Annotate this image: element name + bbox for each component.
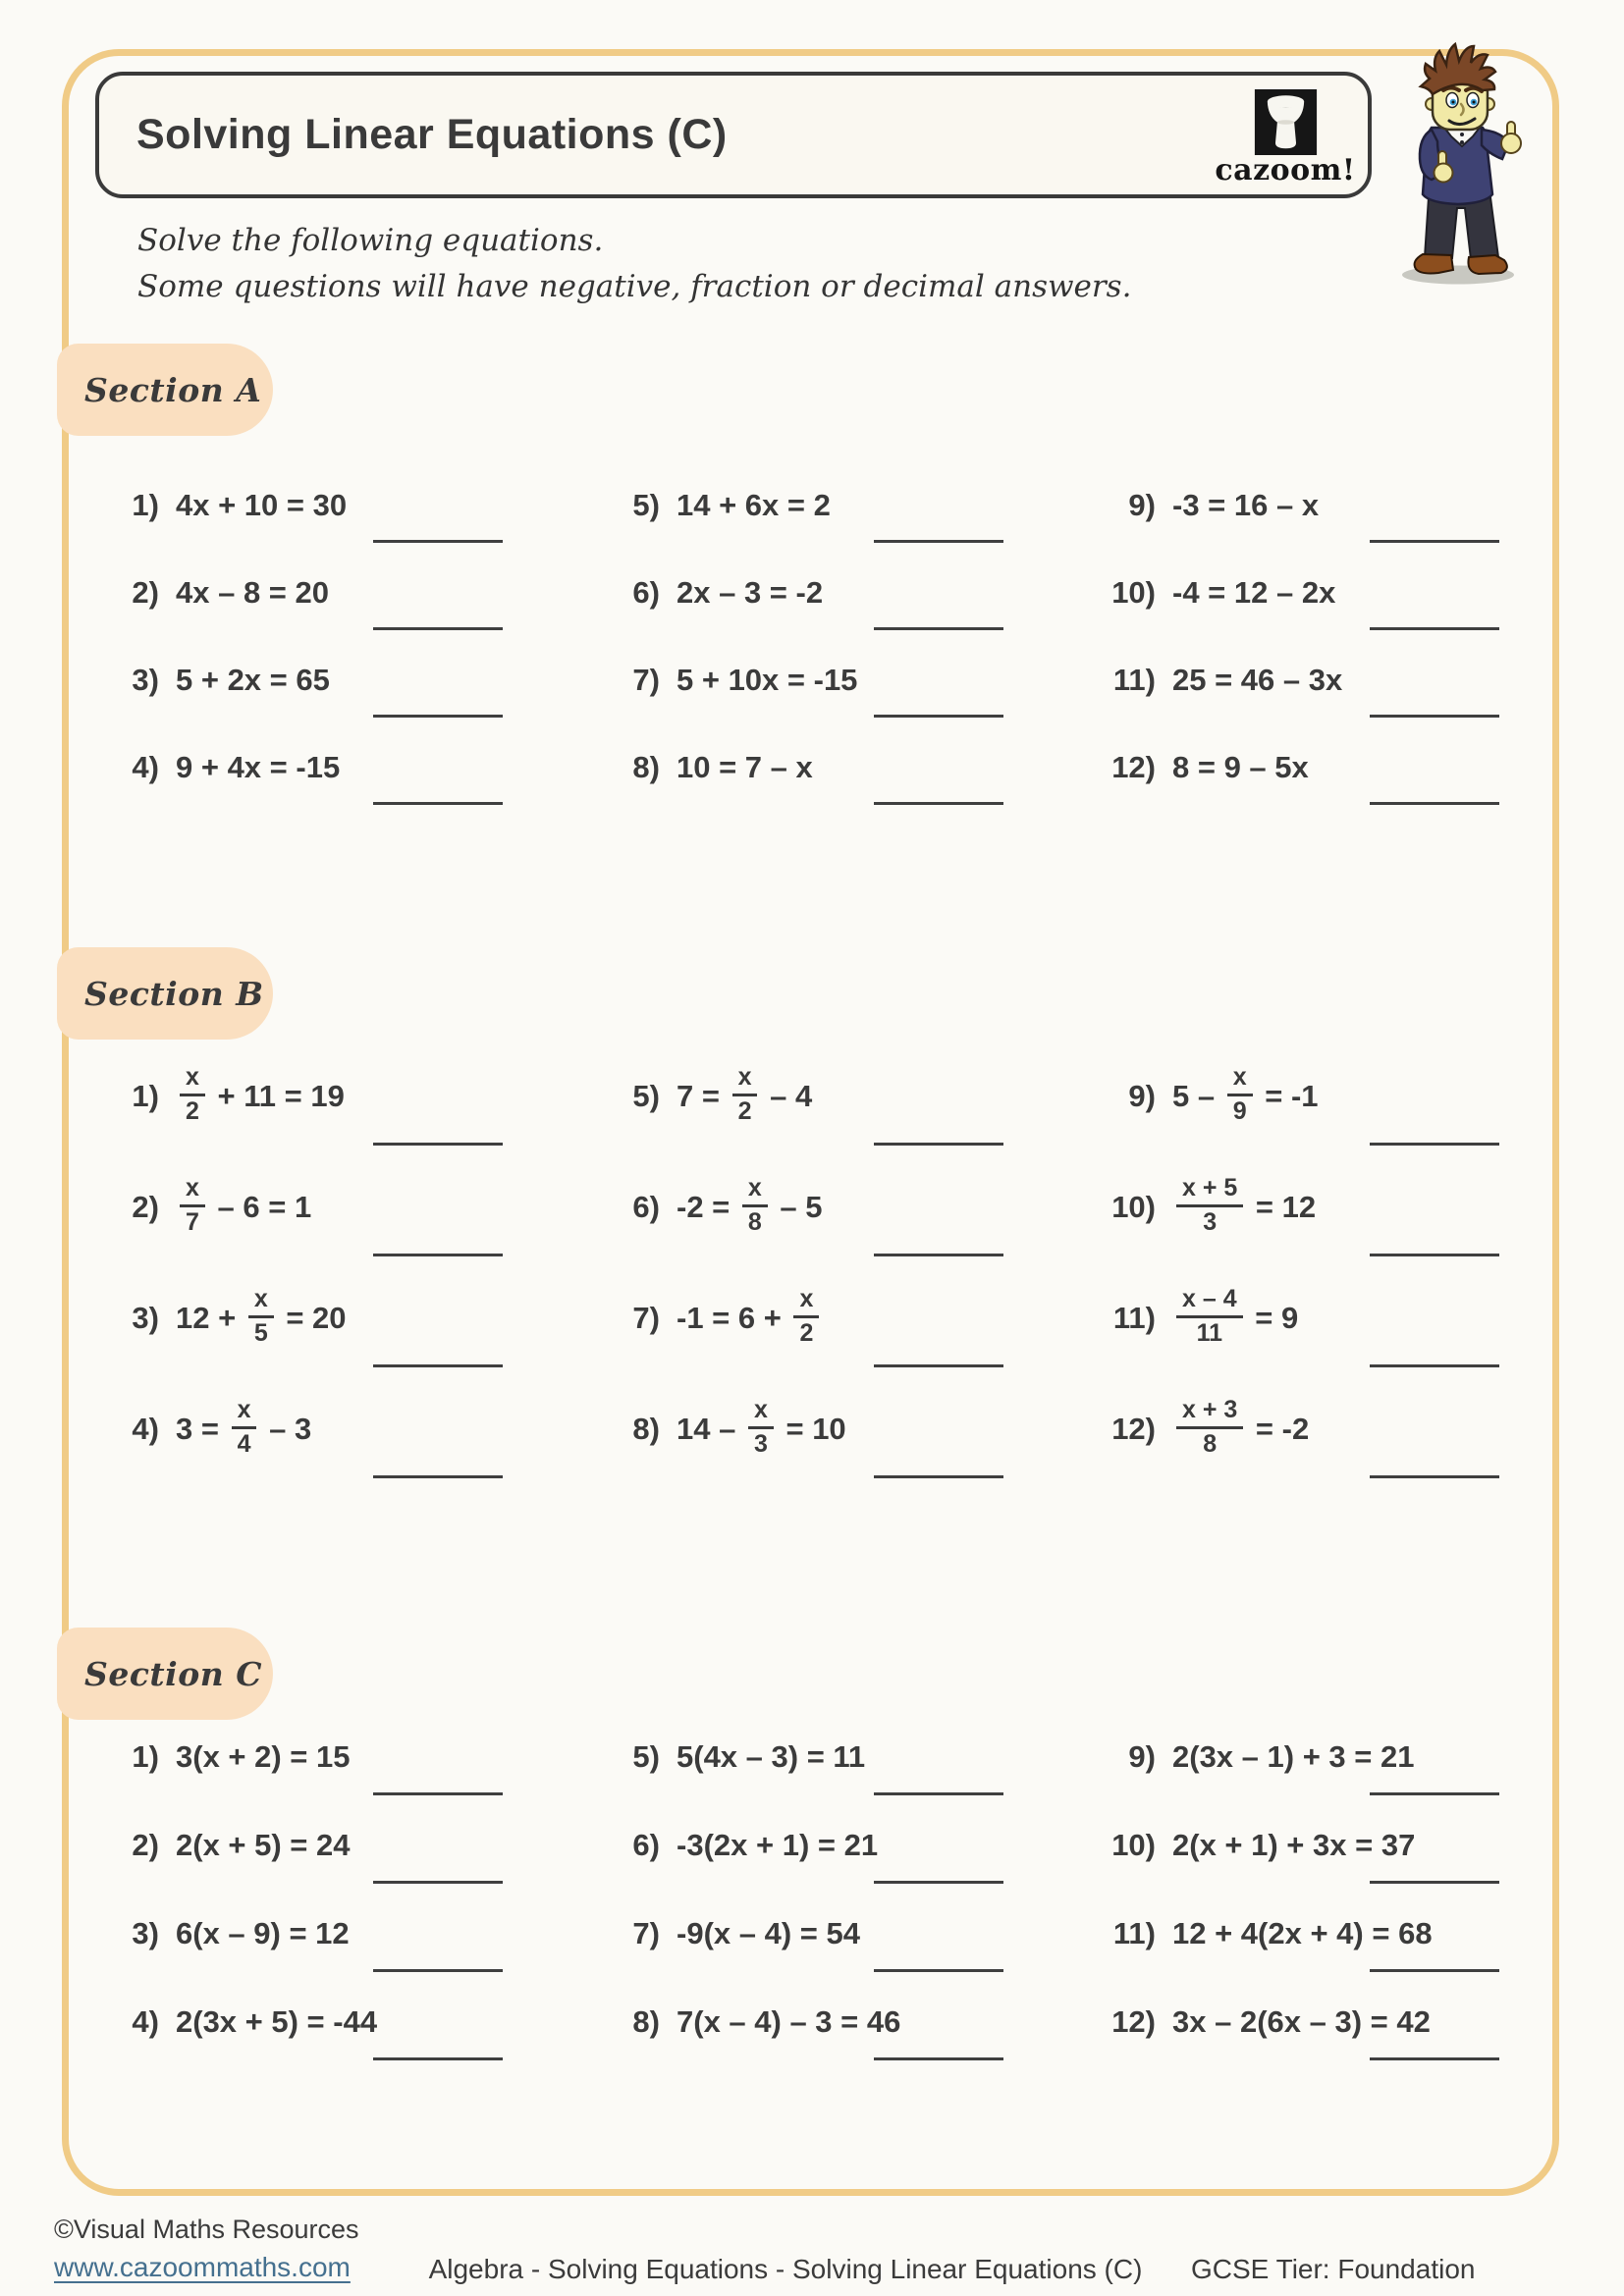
question-number: 2) bbox=[132, 1828, 159, 1862]
answer-blank bbox=[874, 627, 1003, 630]
answer-blank bbox=[1370, 1475, 1499, 1478]
equation-text: 7 = bbox=[677, 1078, 729, 1113]
equation-text: -2 = bbox=[677, 1189, 738, 1224]
equation bbox=[1172, 2004, 1431, 2040]
question-number: 12) bbox=[1111, 749, 1156, 784]
equation-text: = 20 bbox=[277, 1300, 347, 1335]
equation-text: -4 = 12 – 2x bbox=[1172, 574, 1336, 610]
fraction-denominator: 3 bbox=[753, 1429, 768, 1458]
question-number: 3) bbox=[132, 1916, 159, 1950]
question-number: 11) bbox=[1112, 662, 1156, 697]
question-number: 10) bbox=[1111, 574, 1156, 610]
question-column bbox=[584, 1713, 1080, 2066]
fraction-denominator: 8 bbox=[1203, 1429, 1218, 1458]
question bbox=[584, 1801, 1080, 1890]
question-number: 9) bbox=[1128, 1078, 1156, 1113]
answer-blank bbox=[874, 1969, 1003, 1972]
answer-blank bbox=[1370, 1881, 1499, 1884]
equation-text: 5(4x – 3) = 11 bbox=[677, 1739, 866, 1774]
equation-text: -3 = 16 – x bbox=[1172, 487, 1320, 522]
question-number: 5) bbox=[632, 1739, 660, 1774]
answer-blank bbox=[874, 1475, 1003, 1478]
question bbox=[584, 1890, 1080, 1978]
equation-text: 2(x + 1) + 3x = 37 bbox=[1172, 1828, 1416, 1862]
equation-text: = -1 bbox=[1256, 1078, 1319, 1113]
fraction-numerator: x bbox=[180, 1175, 205, 1206]
equation-text: 6(x – 9) = 12 bbox=[176, 1916, 350, 1950]
fraction bbox=[1176, 1286, 1243, 1346]
equation-text: 3(x + 2) = 15 bbox=[176, 1739, 351, 1774]
logo-wordmark: cazoom! bbox=[1215, 153, 1356, 187]
question bbox=[584, 1373, 1080, 1484]
equation-text: -3(2x + 1) = 21 bbox=[677, 1828, 879, 1862]
equation bbox=[677, 1174, 823, 1237]
question-number: 9) bbox=[1128, 1739, 1156, 1774]
cazoom-logo bbox=[1207, 89, 1364, 187]
answer-blank bbox=[373, 1364, 503, 1367]
equation bbox=[1172, 1174, 1317, 1237]
equation-text: 7(x – 4) – 3 = 46 bbox=[677, 2004, 901, 2039]
equation bbox=[176, 1916, 350, 1951]
question bbox=[1080, 1151, 1571, 1262]
question-number: 7) bbox=[632, 662, 660, 697]
question bbox=[1080, 1713, 1571, 1801]
answer-blank bbox=[1370, 1143, 1499, 1146]
fraction-denominator: 7 bbox=[186, 1207, 199, 1236]
question bbox=[83, 723, 584, 811]
section-header-b bbox=[57, 947, 273, 1040]
question-number: 4) bbox=[132, 749, 159, 784]
equation-text: 5 + 10x = -15 bbox=[677, 662, 858, 697]
question bbox=[1080, 461, 1571, 549]
question bbox=[1080, 1041, 1571, 1151]
question-number: 2) bbox=[132, 574, 159, 610]
fraction bbox=[732, 1064, 758, 1124]
question bbox=[584, 723, 1080, 811]
equation bbox=[677, 2004, 900, 2040]
footer-breadcrumb: Algebra - Solving Equations - Solving Linear Equations (C) bbox=[428, 2254, 1143, 2284]
equation-text: 3 = bbox=[176, 1411, 228, 1446]
answer-blank bbox=[373, 627, 503, 630]
answer-blank bbox=[373, 2057, 503, 2060]
fraction-numerator: x bbox=[748, 1397, 774, 1428]
copyright-text: ©Visual Maths Resources bbox=[54, 2215, 359, 2244]
equation bbox=[677, 1916, 860, 1951]
answer-blank bbox=[1370, 715, 1499, 718]
question-column bbox=[83, 1041, 584, 1484]
question-column bbox=[1080, 461, 1571, 811]
question bbox=[83, 636, 584, 723]
equation bbox=[677, 488, 831, 523]
answer-blank bbox=[373, 1254, 503, 1256]
question-number: 1) bbox=[132, 487, 159, 522]
footer-tier: GCSE Tier: Foundation bbox=[1191, 2254, 1476, 2284]
question bbox=[83, 1262, 584, 1373]
answer-blank bbox=[373, 1475, 503, 1478]
equation-text: 5 – bbox=[1172, 1078, 1223, 1113]
question bbox=[1080, 1373, 1571, 1484]
question bbox=[83, 1978, 584, 2066]
answer-blank bbox=[1370, 802, 1499, 805]
answer-blank bbox=[874, 1792, 1003, 1795]
question-number: 4) bbox=[132, 2004, 159, 2039]
fraction-numerator: x – 4 bbox=[1176, 1286, 1243, 1317]
answer-blank bbox=[874, 1254, 1003, 1256]
fraction bbox=[1227, 1064, 1253, 1124]
equation-text: 8 = 9 – 5x bbox=[1172, 749, 1309, 784]
question bbox=[1080, 723, 1571, 811]
equation bbox=[1172, 663, 1342, 698]
question bbox=[83, 549, 584, 636]
fraction bbox=[180, 1175, 205, 1235]
question-number: 11) bbox=[1112, 1916, 1156, 1950]
question-number: 12) bbox=[1111, 1411, 1156, 1446]
question-number: 5) bbox=[632, 1078, 660, 1113]
title-box bbox=[95, 72, 1372, 198]
answer-blank bbox=[874, 802, 1003, 805]
fraction-denominator: 2 bbox=[737, 1096, 752, 1125]
equation bbox=[677, 1739, 865, 1775]
question-number: 5) bbox=[632, 487, 660, 522]
fraction-numerator: x bbox=[742, 1175, 768, 1206]
question-column bbox=[83, 461, 584, 811]
question-number: 9) bbox=[1128, 487, 1156, 522]
question bbox=[83, 1041, 584, 1151]
equation-text: 5 + 2x = 65 bbox=[176, 662, 330, 697]
equation bbox=[1172, 575, 1335, 611]
question-column bbox=[83, 1713, 584, 2066]
question bbox=[1080, 549, 1571, 636]
equation bbox=[176, 663, 330, 698]
equation bbox=[1172, 1916, 1433, 1951]
fraction bbox=[1176, 1397, 1243, 1457]
equation bbox=[677, 1828, 878, 1863]
equation-text: 10 = 7 – x bbox=[677, 749, 813, 784]
fraction-denominator: 3 bbox=[1203, 1207, 1218, 1236]
equation-text: 2(3x – 1) + 3 = 21 bbox=[1172, 1739, 1415, 1774]
equation bbox=[176, 1063, 345, 1126]
question-number: 7) bbox=[632, 1916, 660, 1950]
equation-text: 4x + 10 = 30 bbox=[176, 487, 348, 522]
equation bbox=[176, 750, 340, 785]
fraction bbox=[248, 1286, 274, 1346]
question-number: 8) bbox=[632, 749, 660, 784]
equation-text: = 10 bbox=[777, 1411, 846, 1446]
equation bbox=[176, 2004, 377, 2040]
question bbox=[1080, 1801, 1571, 1890]
fraction-numerator: x bbox=[732, 1064, 758, 1095]
question bbox=[83, 1151, 584, 1262]
equation-text: – 4 bbox=[761, 1078, 813, 1113]
fraction-denominator: 2 bbox=[186, 1096, 199, 1125]
fraction bbox=[232, 1397, 257, 1457]
equation-text: 12 + bbox=[176, 1300, 244, 1335]
equation-text: -1 = 6 + bbox=[677, 1300, 790, 1335]
answer-blank bbox=[1370, 627, 1499, 630]
fraction bbox=[742, 1175, 768, 1235]
fraction-denominator: 2 bbox=[799, 1318, 814, 1347]
fraction-numerator: x bbox=[248, 1286, 274, 1317]
equation-text: – 6 = 1 bbox=[208, 1189, 312, 1224]
equation bbox=[677, 1285, 823, 1348]
question-column bbox=[584, 1041, 1080, 1484]
equation-text: – 3 bbox=[260, 1411, 312, 1446]
equation-text: 2(x + 5) = 24 bbox=[176, 1828, 351, 1862]
equation-text: 4x – 8 = 20 bbox=[176, 574, 329, 610]
question bbox=[584, 1151, 1080, 1262]
equation-text: -9(x – 4) = 54 bbox=[677, 1916, 860, 1950]
section-label: Section C bbox=[84, 1654, 262, 1693]
fraction-numerator: x + 3 bbox=[1176, 1397, 1243, 1428]
answer-blank bbox=[874, 1881, 1003, 1884]
equation-text: 12 + 4(2x + 4) = 68 bbox=[1172, 1916, 1433, 1950]
question bbox=[83, 1890, 584, 1978]
question-column bbox=[1080, 1041, 1571, 1484]
answer-blank bbox=[874, 1364, 1003, 1367]
answer-blank bbox=[1370, 2057, 1499, 2060]
equation-text: 9 + 4x = -15 bbox=[176, 749, 341, 784]
question-number: 6) bbox=[632, 574, 660, 610]
answer-blank bbox=[874, 540, 1003, 543]
equation-text: = -2 bbox=[1247, 1411, 1310, 1446]
equation bbox=[176, 488, 347, 523]
section-header-a bbox=[57, 344, 273, 436]
fraction-numerator: x bbox=[793, 1286, 819, 1317]
equation-text: + 11 = 19 bbox=[208, 1078, 345, 1113]
section-label: Section B bbox=[84, 974, 264, 1013]
answer-blank bbox=[373, 802, 503, 805]
djembe-drum-icon bbox=[1253, 89, 1319, 155]
equation bbox=[1172, 488, 1319, 523]
question bbox=[584, 549, 1080, 636]
question-number: 3) bbox=[132, 1300, 159, 1335]
question bbox=[83, 1373, 584, 1484]
fraction-denominator: 9 bbox=[1232, 1096, 1247, 1125]
question-number: 8) bbox=[632, 2004, 660, 2039]
fraction-denominator: 8 bbox=[747, 1207, 762, 1236]
question-column bbox=[584, 461, 1080, 811]
question bbox=[584, 461, 1080, 549]
equation-text: 2x – 3 = -2 bbox=[677, 574, 824, 610]
equation bbox=[176, 575, 329, 611]
equation bbox=[677, 663, 857, 698]
section-header-c bbox=[57, 1628, 273, 1720]
question-number: 7) bbox=[632, 1300, 660, 1335]
question-number: 8) bbox=[632, 1411, 660, 1446]
question bbox=[584, 636, 1080, 723]
fraction-numerator: x + 5 bbox=[1176, 1175, 1243, 1206]
answer-blank bbox=[373, 1792, 503, 1795]
answer-blank bbox=[373, 1881, 503, 1884]
equation-text: 14 + 6x = 2 bbox=[677, 487, 831, 522]
question-number: 6) bbox=[632, 1828, 660, 1862]
question-number: 6) bbox=[632, 1189, 660, 1224]
mascot-boy-illustration bbox=[1386, 39, 1539, 287]
question-number: 2) bbox=[132, 1189, 159, 1224]
question bbox=[83, 1801, 584, 1890]
answer-blank bbox=[373, 540, 503, 543]
question bbox=[83, 461, 584, 549]
question bbox=[1080, 1978, 1571, 2066]
equation-text: 25 = 46 – 3x bbox=[1172, 662, 1343, 697]
answer-blank bbox=[373, 1969, 503, 1972]
equation-text: 3x – 2(6x – 3) = 42 bbox=[1172, 2004, 1431, 2039]
question-column bbox=[1080, 1713, 1571, 2066]
equation bbox=[677, 1396, 846, 1459]
question bbox=[1080, 1890, 1571, 1978]
fraction bbox=[793, 1286, 819, 1346]
question-number: 10) bbox=[1111, 1828, 1156, 1862]
equation bbox=[1172, 1739, 1414, 1775]
fraction bbox=[748, 1397, 774, 1457]
question bbox=[584, 1262, 1080, 1373]
equation bbox=[176, 1739, 351, 1775]
fraction-numerator: x bbox=[180, 1064, 205, 1095]
question bbox=[584, 1713, 1080, 1801]
equation-text: = 9 bbox=[1246, 1300, 1299, 1335]
equation-text: 2(3x + 5) = -44 bbox=[176, 2004, 378, 2039]
equation-text: 14 – bbox=[677, 1411, 744, 1446]
website-link[interactable]: www.cazoommaths.com bbox=[54, 2252, 351, 2282]
equation-text: = 12 bbox=[1247, 1189, 1317, 1224]
equation-text: – 5 bbox=[771, 1189, 823, 1224]
question-number: 12) bbox=[1111, 2004, 1156, 2039]
answer-blank bbox=[373, 715, 503, 718]
question-grid-c bbox=[83, 1713, 1571, 2066]
fraction-numerator: x bbox=[232, 1397, 257, 1428]
equation bbox=[1172, 750, 1309, 785]
instruction-line-2: Some questions will have negative, fraction or decimal answers. bbox=[137, 268, 1132, 304]
question-grid-b bbox=[83, 1041, 1571, 1484]
equation bbox=[176, 1828, 351, 1863]
answer-blank bbox=[373, 1143, 503, 1146]
fraction-denominator: 4 bbox=[237, 1429, 251, 1458]
equation bbox=[1172, 1828, 1415, 1863]
question-number: 11) bbox=[1112, 1300, 1156, 1335]
equation bbox=[677, 575, 823, 611]
equation bbox=[1172, 1285, 1299, 1348]
question-number: 4) bbox=[132, 1411, 159, 1446]
question-number: 1) bbox=[132, 1739, 159, 1774]
answer-blank bbox=[1370, 540, 1499, 543]
equation bbox=[1172, 1063, 1319, 1126]
equation bbox=[677, 1063, 813, 1126]
question-number: 3) bbox=[132, 662, 159, 697]
question bbox=[83, 1713, 584, 1801]
answer-blank bbox=[1370, 1969, 1499, 1972]
section-label: Section A bbox=[84, 370, 262, 409]
question bbox=[1080, 1262, 1571, 1373]
equation bbox=[176, 1396, 312, 1459]
fraction-numerator: x bbox=[1227, 1064, 1253, 1095]
question bbox=[1080, 636, 1571, 723]
answer-blank bbox=[1370, 1254, 1499, 1256]
page-title: Solving Linear Equations (C) bbox=[136, 111, 728, 158]
fraction-denominator: 5 bbox=[253, 1318, 268, 1347]
answer-blank bbox=[1370, 1792, 1499, 1795]
question bbox=[584, 1978, 1080, 2066]
question bbox=[584, 1041, 1080, 1151]
answer-blank bbox=[874, 715, 1003, 718]
equation bbox=[176, 1285, 347, 1348]
fraction bbox=[180, 1064, 205, 1124]
instructions bbox=[137, 218, 1131, 309]
equation bbox=[176, 1174, 312, 1237]
equation bbox=[677, 750, 813, 785]
answer-blank bbox=[1370, 1364, 1499, 1367]
answer-blank bbox=[874, 2057, 1003, 2060]
instruction-line-1: Solve the following equations. bbox=[137, 223, 604, 258]
footer-left bbox=[54, 2215, 359, 2283]
answer-blank bbox=[874, 1143, 1003, 1146]
fraction bbox=[1176, 1175, 1243, 1235]
question-number: 10) bbox=[1111, 1189, 1156, 1224]
question-number: 1) bbox=[132, 1078, 159, 1113]
fraction-denominator: 11 bbox=[1196, 1318, 1223, 1347]
equation bbox=[1172, 1396, 1310, 1459]
question-grid-a bbox=[83, 461, 1571, 811]
